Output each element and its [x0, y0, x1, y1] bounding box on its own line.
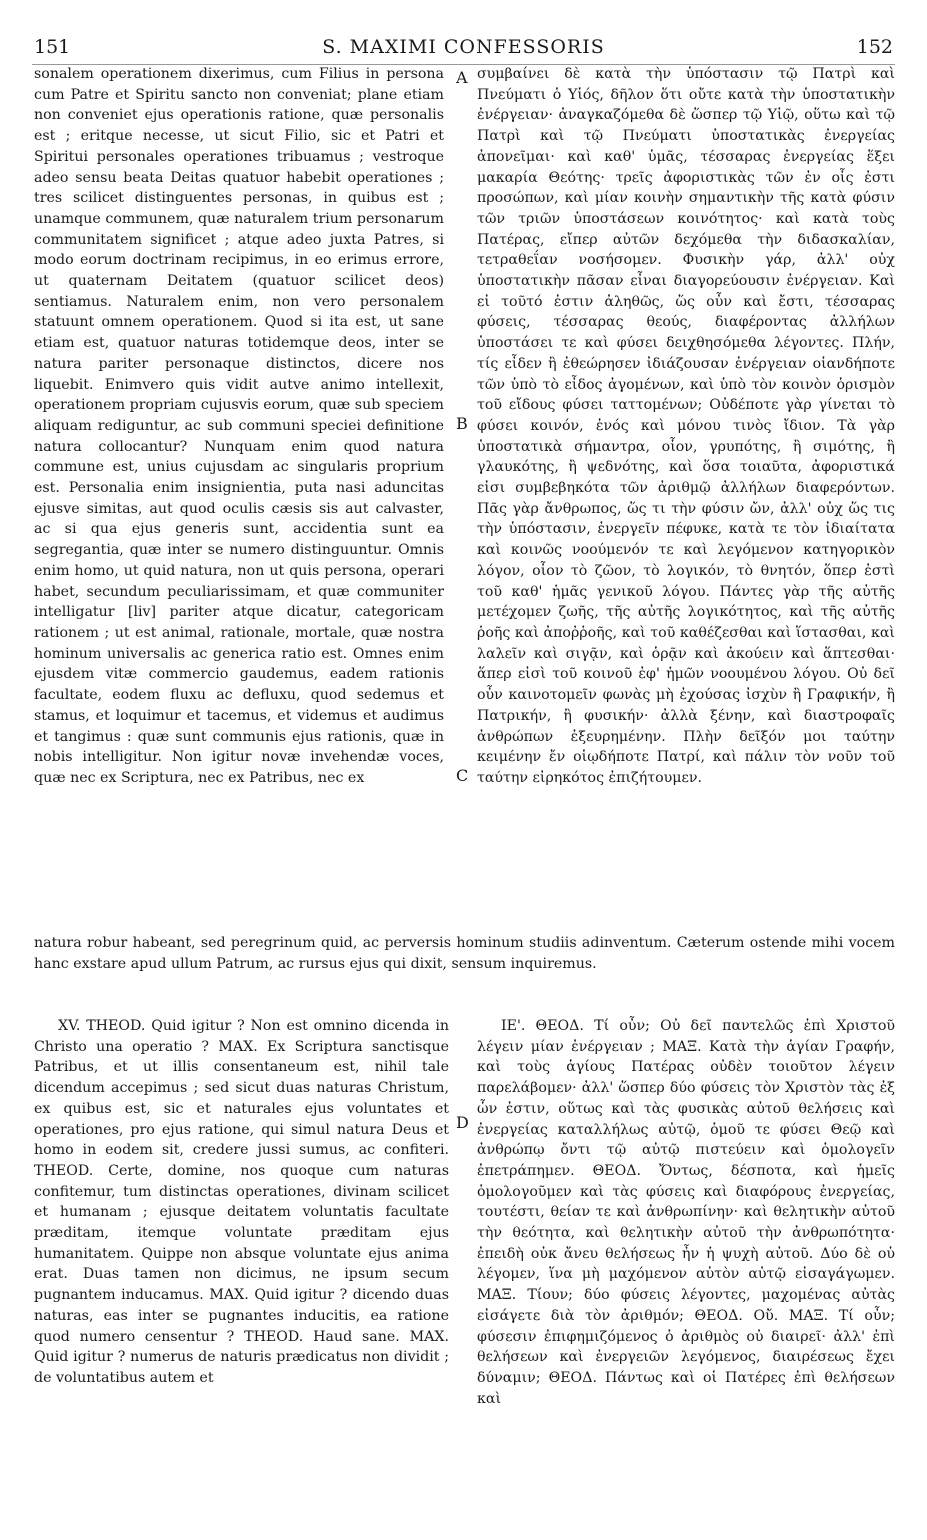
- margin-letter-c: C: [456, 766, 469, 785]
- column-number-right: 152: [856, 36, 893, 58]
- greek-paragraph-xv: ΙΕ'. ΘΕΟΔ. Τί οὖν; Οὐ δεῖ παντελῶς ἐπὶ Χριστοῦ λέγειν μίαν ἐνέργειαν ; ΜΑΞ. Κατὰ τὴν ἁγίαν Γραφήν, καὶ τοὺς ἁγίους Πατέρας οὐδὲν τοιοῦτον λέγειν παρελάβομεν· ἀλλ' ὥσπερ δύο φύσεις τὸν Χριστὸν τὰς ἐξ ὧν ἐστιν, οὕτως καὶ τὰς φυσικὰς αὐτοῦ θελήσεις καὶ ἐνεργείας καταλλήλως αὐτῷ, ὁμοῦ τε φύσει Θεῷ καὶ ἀνθρώπῳ ὄντι τῷ αὐτῷ πιστεύειν καὶ ὁμολογεῖν ἐπετράπημεν. ΘΕΟΔ. Ὄντως, δέσποτα, καὶ ἡμεῖς ὁμολογοῦμεν καὶ τὰς φύσεις καὶ διαφόρους ἐνεργείας, τουτέστι, θείαν τε καὶ ἀνθρωπίνην· καὶ θελητικὴν αὐτοῦ τὴν θεότητα, καὶ θελητικὴν αὐτοῦ τὴν ἀνθρωπότητα· ἐπειδὴ οὐκ ἄνευ θελήσεως ἦν ἡ ψυχὴ αὐτοῦ. Δύο δὲ οὐ λέγομεν, ἵνα μὴ μαχόμενον αὐτὸν αὐτῷ εἰσαγάγωμεν. ΜΑΞ. Τίουν; δύο φύσεις λέγοντες, μαχομένας αὐτὰς εἰσάγετε διὰ τὸν ἀριθμόν; ΘΕΟΔ. Οὔ. ΜΑΞ. Τί οὖν; φύσεσιν ἐπιφημιζόμενος ὁ ἀριθμὸς οὐ διαιρεῖ· ἀλλ' ἐπὶ θελήσεων καὶ ἐνεργειῶν λεγόμενος, διαιρέσεως ἔχει δύναμιν; ΘΕΟΔ. Πάντως καὶ οἱ Πατέρες ἐπὶ θελήσεων καὶ: [477, 1018, 895, 1407]
- greek-paragraph: συμβαίνει δὲ κατὰ τὴν ὑπόστασιν τῷ Πατρὶ καὶ Πνεύματι ὁ Υἱός, δῆλον ὅτι οὔτε κατὰ τὴν ὑποστατικὴν ἐνέργειαν· ἀναγκαζόμεθα δὲ ὥσπερ τῷ Υἱῷ, οὕτω καὶ τῷ Πατρὶ καὶ τῷ Πνεύματι ὑποστατικὰς ἐνεργείας ἀπονεῖμαι· καὶ καθ' ὑμᾶς, τέσσαρας ἐνεργείας ἕξει μακαρία Θεότης· τρεῖς ἀφοριστικὰς τῶν ἐν οἷς ἐστι προσώπων, καὶ μίαν κοινὴν σημαντικὴν τῆς κατὰ φύσιν τῶν τριῶν ὑποστάσεων κοινότητος· καὶ κατὰ τοὺς Πατέρας, εἴπερ αὐτῶν δεχόμεθα τὴν διδασκαλίαν, τετραθεΐαν νοσήσομεν. Φυσικὴν γάρ, ἀλλ' οὐχ ὑποστατικὴν πᾶσαν εἶναι διαγορεύουσιν ἐνέργειαν. Καὶ εἰ τοῦτό ἐστιν ἀληθῶς, ὥς οὖν καὶ ἔστι, τέσσαρας φύσεις, τέσσαρας θεούς, διαφέροντας ἀλλήλων ὑποστάσει τε καὶ φύσει δειχθησόμεθα λέγοντες. Πλήν, τίς εἶδεν ἢ ἐθεώρησεν ἰδιάζουσαν ἐνέργειαν οἱανδήποτε τῶν ὑπὸ τὸ εἶδος ἀγομένων, καὶ ὑπὸ τὸν κοινὸν ὁρισμὸν τοῦ εἴδους φύσει ταττομένων; Οὐδέποτε γὰρ γίνεται τὸ φύσει κοινόν, ἑνός καὶ μόνου τινὸς ἴδιον. Τὰ γὰρ ὑποστατικὰ σήμαντρα, οἷον, γρυπότης, ἢ σιμότης, ἢ γλαυκότης, ἢ ψεδνότης, καὶ ὅσα τοιαῦτα, ἀφοριστικά εἰσι συμβεβηκότα τῶν ἀριθμῷ ἀλλήλων διαφερόντων. Πᾶς γὰρ ἄνθρωπος, ὥς τι τὴν φύσιν ὤν, ἀλλ' οὐχ ὥς τις τὴν ὑπόστασιν, ἐνεργεῖν πέφυκε, κατὰ τε τὸν ἰδιαίτατα καὶ κοινῶς νοούμενόν τε καὶ λεγόμενον κατηγορικὸν λόγον, οἷον τὸ ζῶον, τὸ λογικόν, τὸ θνητόν, ὅπερ ἐστὶ τοῦ καθ' ἡμᾶς γενικοῦ λόγου. Πάντες γὰρ τῆς αὐτῆς μετέχομεν ζωῆς, τῆς αὐτῆς λογικότητος, καὶ τῆς αὐτῆς ῥοῆς καὶ ἀποῤῥοῆς, καὶ τοῦ καθέζεσθαι καὶ ἵστασθαι, καὶ λαλεῖν καὶ σιγᾷν, καὶ ὁρᾷν καὶ ἀκούειν καὶ ἅπτεσθαι· ἅπερ εἰσὶ τοῦ κοινοῦ ἐφ' ἡμῶν νοουμένου λόγου. Οὐ δεῖ οὖν καινοτομεῖν φωνὰς μὴ ἐχούσας ἰσχὺν ἢ Γραφικήν, ἢ Πατρικήν, ἢ φυσικήν· ἀλλὰ ξένην, καὶ διαστροφαῖς ἀνθρώπων ἐξευρημένην. Πλὴν δεῖξόν μοι ταύτην κειμένην ἔν οἱῳδήποτε Πατρί, καὶ πάλιν τὸν νοῦν τοῦ ταύτην εἰρηκότος ἐπιζήτουμεν.: [477, 66, 895, 786]
- column-number-left: 151: [34, 36, 71, 58]
- latin-paragraph: sonalem operationem dixerimus, cum Filius in persona cum Patre et Spiritu sancto non conveniat; plane etiam non conveniet ejus operationis ratione, quæ personalis est ; eritque necesse, ut sicut Filio, sic et Patri et Spiritui personales operationes tribuamus ; vestroque adeo sensu beata Deitas quatuor habebit operationes ; tres scilicet distinguentes personas, in quibus est ; unamque communem, quæ naturalem trium personarum communitatem significet ; atque adeo juxta Patres, si modo eorum doctrinam recipimus, in eo erimus errore, ut quaternam Deitatem (quatuor scilicet deos) sentiamus. Naturalem enim, non vero personalem statuunt omnem operationem. Quod si ita est, ut sane etiam est, quatuor naturas totidemque deos, inter se natura pariter personaque distinctos, dicere nos liquebit. Enimvero quis vidit autve animo intellexit, operationem propriam cujusvis eorum, quæ sub speciem aliquam rediguntur, ac sub communi speciei definitione natura collocantur? Nunquam enim quod natura commune est, unius cujusdam ac singularis proprium est. Personalia enim insignientia, puta nasi aduncitas ejusve simitas, aut quod oculis cæsis sis aut calvaster, ac si qua ejus generis sunt, accidentia sunt ea segregantia, quæ inter se numero distinguuntur. Omnis enim homo, ut quid natura, non ut quis persona, operari habet, secundum peculiarissimam, et quæ communiter intelligatur [liv] pariter atque dicatur, categoricam rationem ; ut est animal, rationale, mortale, quæ nostra hominum universalis ac generica ratio est. Omnes enim ejusdem vitæ commercio gaudemus, eadem rationis facultate, eodem fluxu ac defluxu, quod sedemus et stamus, et loquimur et tacemus, et videmus et audimus et tangimus : quæ sunt communis ejus rationis, quæ in nobis intelligitur. Non igitur novæ invehendæ voces, quæ nec ex Scriptura, nec ex Patribus, nec ex: [34, 66, 444, 786]
- greek-column-lower: [477, 1016, 895, 1409]
- latin-paragraph-xv: XV. THEOD. Quid igitur ? Non est omnino dicenda in Christo una operatio ? MAX. Ex Scriptura sanctisque Patribus, et ut illis consentaneum est, nihil tale dicendum accepimus ; sed sicut duas naturas Christum, ex quibus est, sic et naturales ejus voluntates et operationes, pro ejus ratione, qui simul natura Deus et homo in eodem sit, credere jussi sumus, ac confiteri. THEOD. Certe, domine, nos quoque cum naturas confitemur, tum distinctas operationes, divinam scilicet et humanam ; ejusque deitatem voluntatis facultate præditam, itemque voluntate præditam ejus humanitatem. Quippe non absque voluntate ejus anima erat. Duas tamen non dicimus, ne ipsum secum pugnantem inducamus. MAX. Quid igitur ? dicendo duas naturas, eas inter se pugnantes inducitis, ea ratione quod numero censentur ? THEOD. Haud sane. MAX. Quid igitur ? numerus de naturis prædicatus non dividit ; de voluntatibus autem et: [34, 1018, 449, 1386]
- greek-column-upper: [477, 64, 895, 789]
- margin-letter-d: D: [456, 1113, 469, 1132]
- latin-continuation: natura robur habeant, sed peregrinum quid, ac perversis hominum studiis adinventum. Cæterum ostende mihi vocem hanc exstare apud ullum Patrum, ac rursus ejus qui dixit, sensum inquiremus.: [34, 935, 895, 972]
- running-title: S. MAXIMI CONFESSORIS: [322, 36, 605, 58]
- full-width-continuation: [34, 933, 895, 974]
- latin-column-upper: [34, 64, 444, 789]
- latin-column-lower: [34, 1016, 449, 1389]
- running-header: [0, 36, 927, 62]
- margin-letter-b: B: [456, 414, 468, 433]
- margin-letter-a: A: [456, 68, 468, 87]
